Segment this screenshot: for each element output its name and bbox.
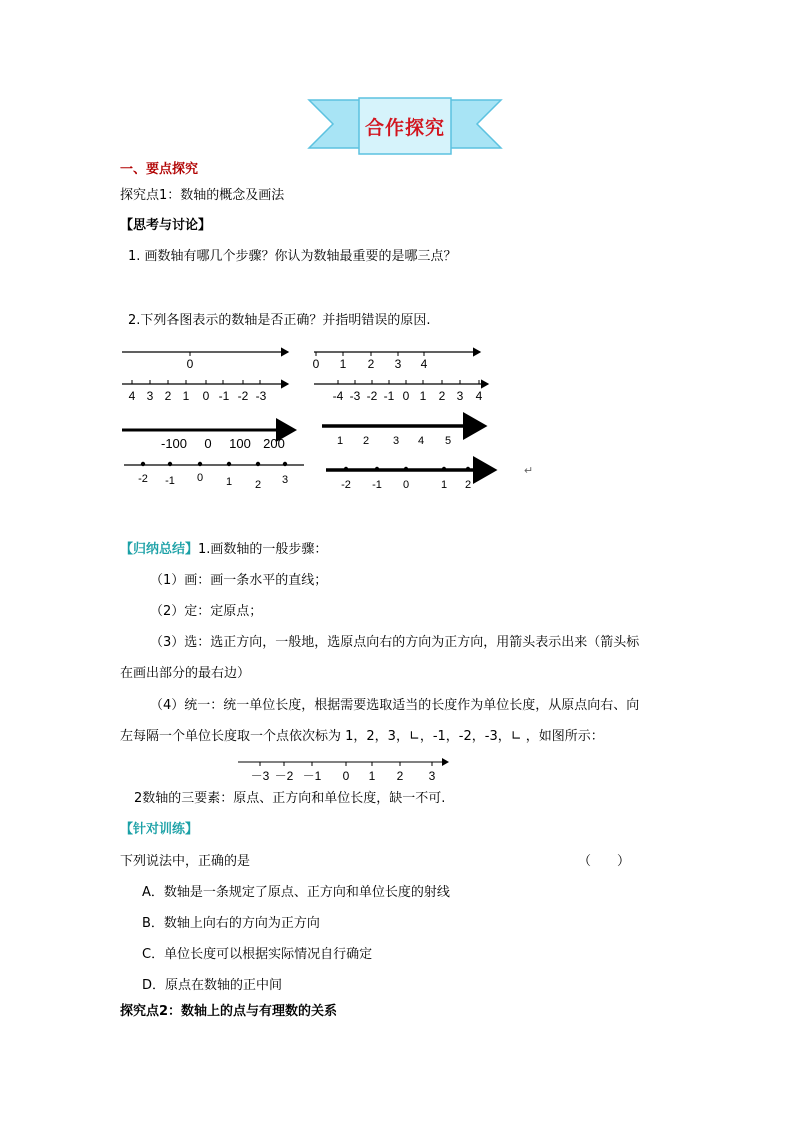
label-b: 3 [394,357,402,371]
return-mark: ↵ [524,465,534,477]
step-1: （1）画：画一条水平的直线； [150,573,328,588]
summary-line [120,541,327,559]
dot-g [168,462,172,466]
step-3a: （3）选：选正方向，一般地，选原点向右的方向为正方向，用箭头表示出来（箭头标 [150,635,640,650]
label-b: 1 [339,357,347,371]
dot-g [141,462,145,466]
label-f: 1 [336,435,344,447]
label-h: 1 [440,479,448,491]
option-c: C．单位长度可以根据实际情况自行确定 [142,947,373,962]
dot-h [375,467,379,471]
label-example: －1 [302,769,322,783]
label-example: 2 [396,769,404,783]
example-number-line [236,756,456,784]
label-d: -3 [349,389,361,403]
step-3b: 在画出部分的最右边） [120,666,251,681]
label-example: 0 [342,769,350,783]
label-h: -2 [341,479,351,491]
dot-h [344,467,348,471]
point2-title: 探究点2：数轴上的点与有理数的关系 [120,1004,338,1019]
label-g: -2 [138,473,148,485]
label-c: 1 [182,389,190,403]
section-heading: 一、要点探究 [120,162,199,177]
label-e: 100 [229,436,251,451]
summary-label: 【归纳总结】 [120,542,199,557]
label-d: 1 [419,389,427,403]
label-d: -2 [366,389,378,403]
label-f: 2 [362,435,370,447]
label-d: 3 [456,389,464,403]
dot-g [283,462,287,466]
question-2: 2.下列各图表示的数轴是否正确？并指明错误的原因. [128,313,431,328]
answer-bracket: （ ） [578,854,631,869]
dot-h [466,467,470,471]
label-g: 2 [254,479,262,491]
three-elements: 2数轴的三要素：原点、正方向和单位长度，缺一不可. [134,791,446,806]
label-c: 0 [202,389,210,403]
dot-h [404,467,408,471]
label-c: 3 [146,389,154,403]
label-d: -4 [332,389,344,403]
summary-intro: 1.画数轴的一般步骤： [198,542,328,557]
label-e: 0 [204,436,212,451]
label-a: 0 [186,357,194,371]
label-b: 4 [420,357,428,371]
label-g: 3 [281,474,289,486]
training-label: 【针对训练】 [120,822,199,837]
label-b: 2 [367,357,375,371]
training-question: 下列说法中，正确的是 [120,854,251,869]
step-4a: （4）统一：统一单位长度，根据需要选取适当的长度作为单位长度，从原点向右、向 [150,698,640,713]
label-example: －3 [250,769,270,783]
point1-title: 探究点1：数轴的概念及画法 [120,188,285,203]
label-d: 0 [402,389,410,403]
title-banner [305,96,505,158]
label-example: －2 [274,769,294,783]
number-line-figures [118,342,538,498]
label-h: -1 [372,479,382,491]
discussion-label: 【思考与讨论】 [120,218,212,233]
label-d: 4 [475,389,483,403]
label-d: -1 [383,389,395,403]
question-1: 1. 画数轴有哪几个步骤？你认为数轴最重要的是哪三点？ [128,249,457,264]
label-d: 2 [438,389,446,403]
label-f: 3 [392,435,400,447]
label-c: -2 [237,389,249,403]
dot-g [227,462,231,466]
option-a: A．数轴是一条规定了原点、正方向和单位长度的射线 [142,885,450,900]
dot-h [442,467,446,471]
label-b: 0 [312,357,320,371]
step-4b: 左每隔一个单位长度取一个点依次标为 1，2，3，∟，-1，-2，-3，∟ ，如图所示： [120,729,604,744]
label-g: 1 [225,476,233,488]
dot-g [256,462,260,466]
option-b: B．数轴上向右的方向为正方向 [142,916,320,931]
label-h: 2 [464,479,472,491]
banner-title: 合作探究 [365,117,446,139]
label-e: -100 [160,436,188,451]
label-example: 1 [368,769,376,783]
label-c: 2 [164,389,172,403]
label-c: 4 [128,389,136,403]
label-c: -3 [255,389,267,403]
step-2: （2）定：定原点； [150,604,263,619]
label-f: 4 [417,435,425,447]
label-example: 3 [428,769,436,783]
label-h: 0 [402,479,410,491]
label-g: -1 [165,475,175,487]
label-e: 200 [263,436,285,451]
label-g: 0 [196,472,204,484]
label-f: 5 [444,435,452,447]
label-c: -1 [218,389,230,403]
option-d: D．原点在数轴的正中间 [142,978,283,993]
dot-g [198,462,202,466]
